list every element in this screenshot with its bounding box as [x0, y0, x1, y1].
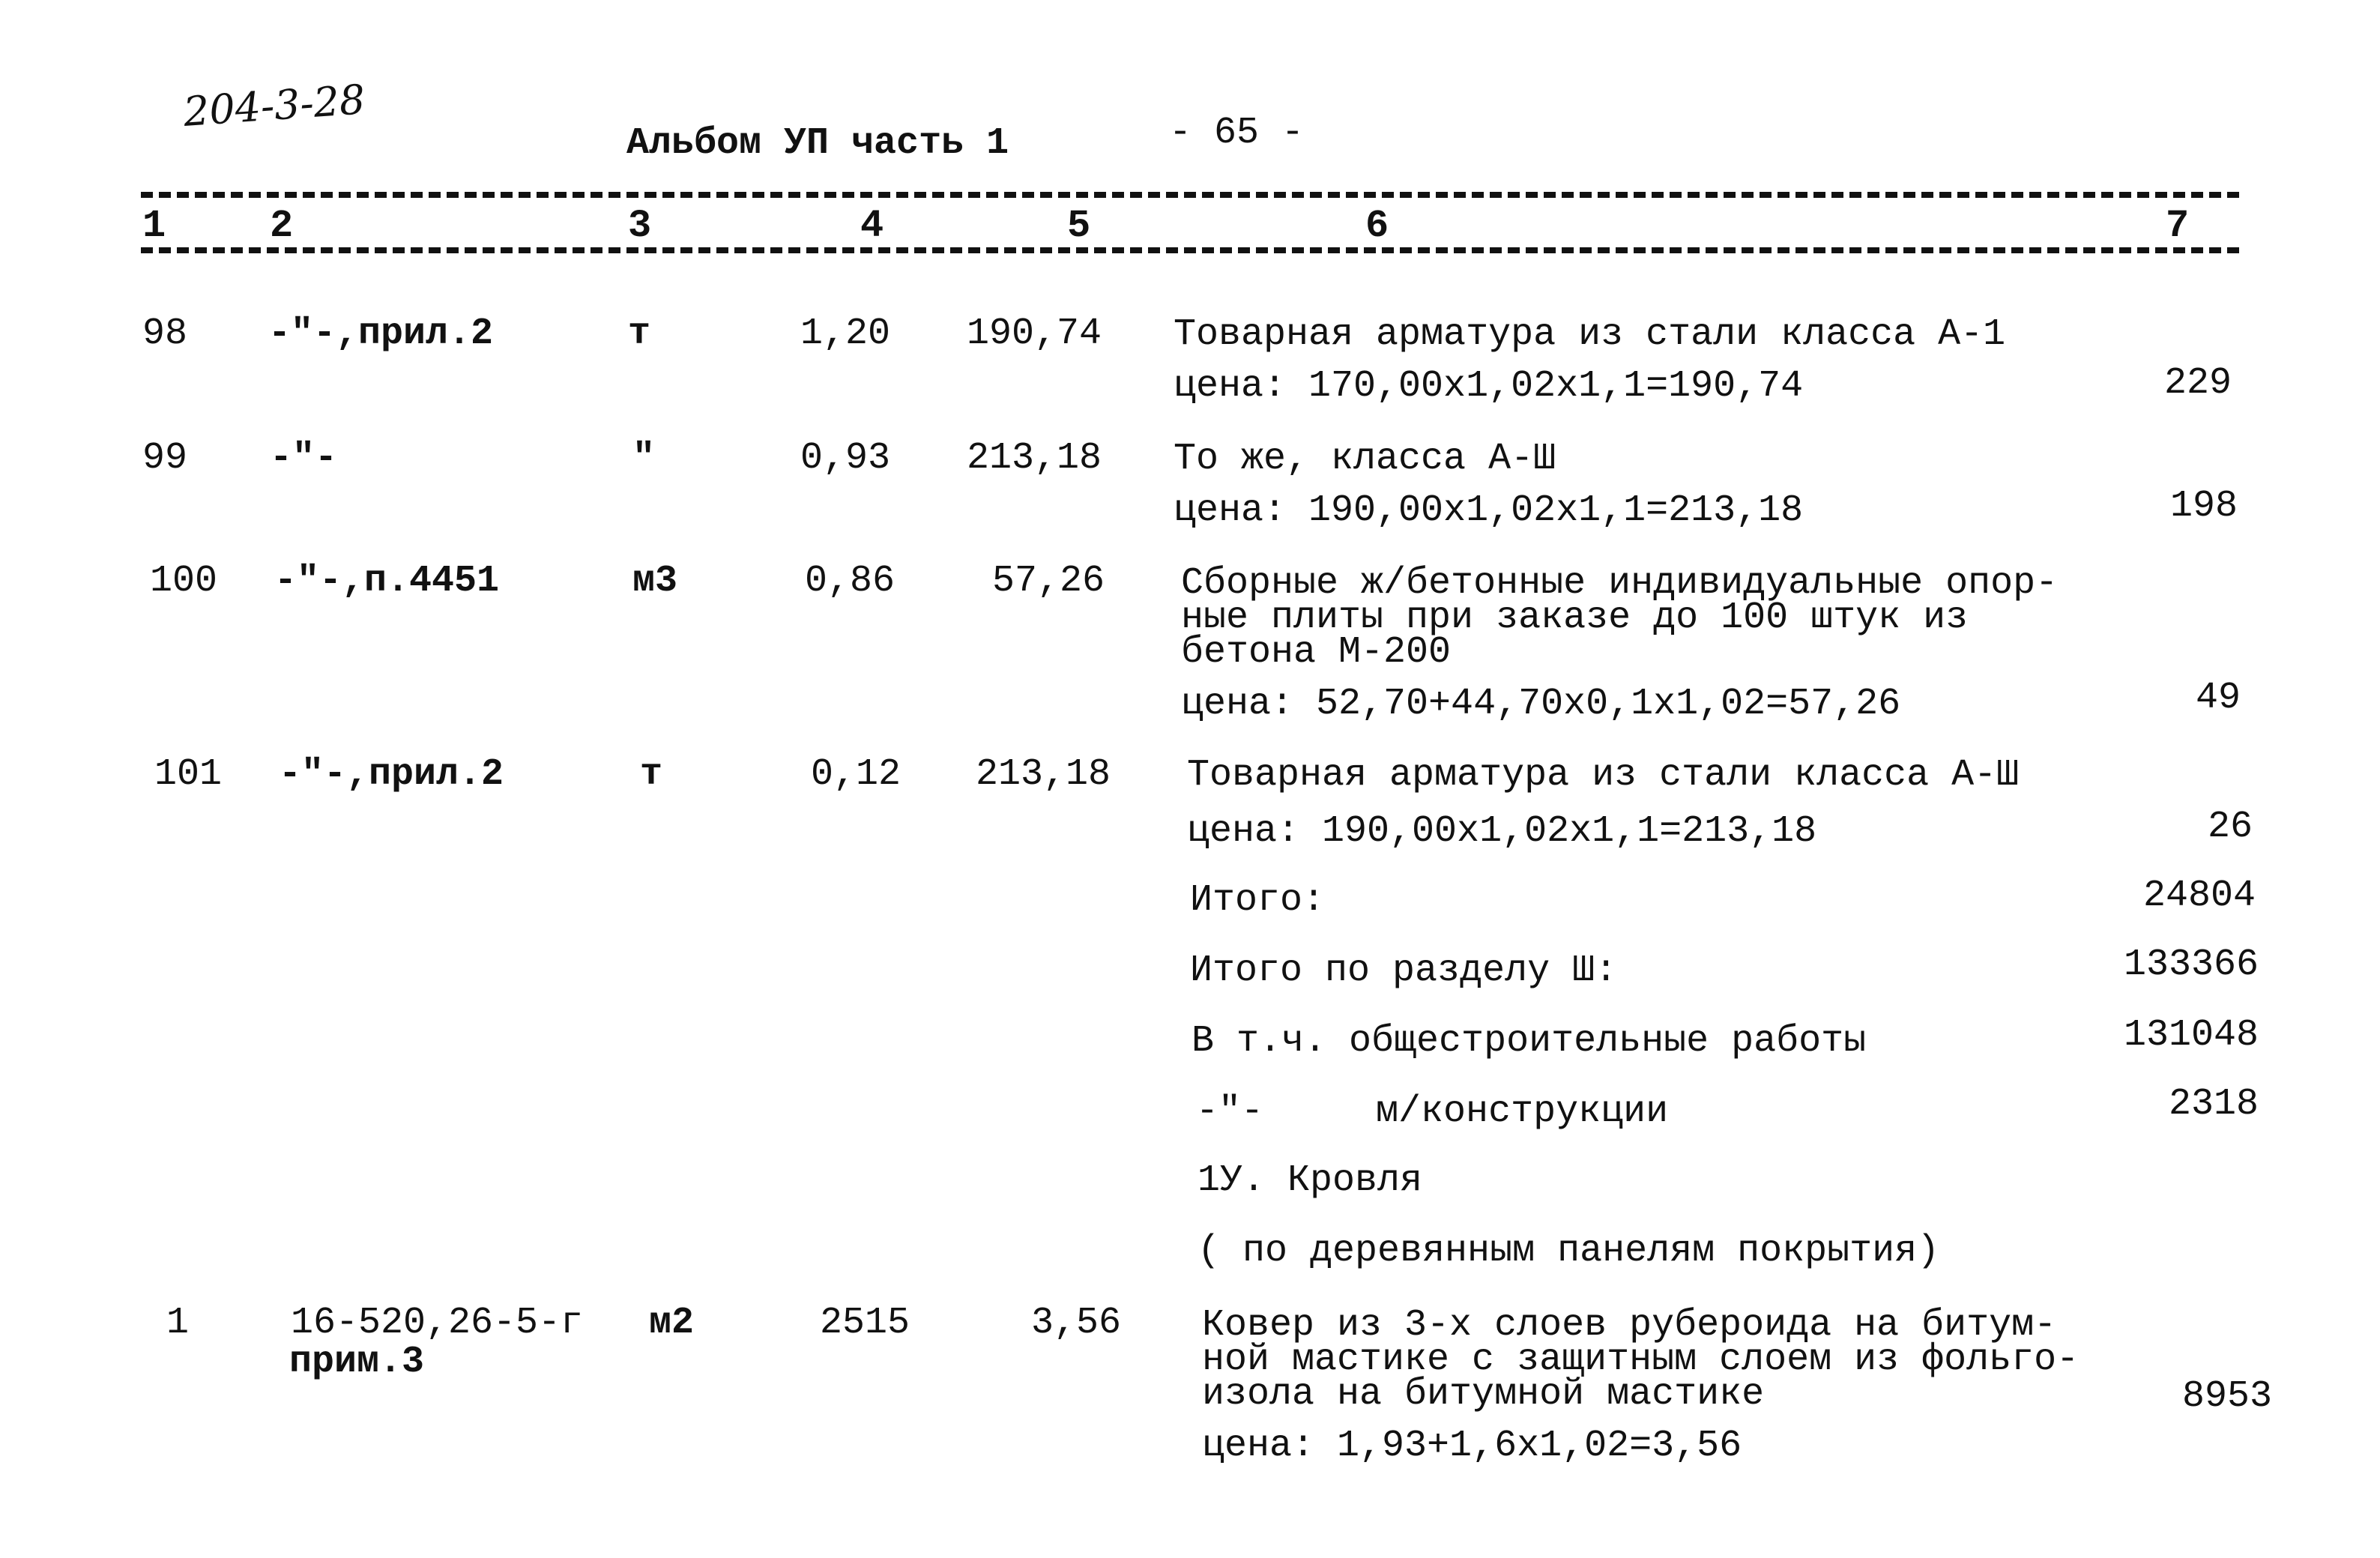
row-unit: т [640, 753, 663, 796]
section-subtitle: ( по деревянным панелям покрытия) [1197, 1230, 1940, 1272]
row-unit: м2 [649, 1302, 695, 1344]
col-header-5: 5 [1067, 204, 1091, 248]
album-title: Альбом УП часть 1 [626, 122, 1009, 165]
top-dashed-rule [141, 192, 2239, 198]
row-description: Товарная арматура из стали класса А-1 [1174, 313, 2006, 356]
row-quantity: 2515 [820, 1302, 910, 1344]
row-quantity: 1,20 [800, 312, 891, 355]
row-quantity: 0,93 [800, 437, 891, 480]
row-reference: -"- [270, 437, 338, 480]
col-header-4: 4 [860, 204, 884, 248]
row-quantity: 0,86 [805, 560, 895, 603]
col-header-2: 2 [270, 204, 294, 248]
col-header-6: 6 [1365, 204, 1389, 248]
summary-value: 131048 [2124, 1014, 2259, 1057]
row-reference: -"-,прил.2 [279, 753, 504, 796]
row-number: 98 [142, 312, 188, 355]
row-unit: т [628, 312, 651, 355]
section-title: 1У. Кровля [1197, 1159, 1423, 1202]
row-reference: -"-,прил.2 [268, 312, 494, 355]
summary-value: 2318 [2169, 1083, 2259, 1126]
row-unit-price: 213,18 [976, 753, 1111, 796]
bottom-dashed-rule [141, 247, 2239, 253]
row-number: 99 [142, 437, 188, 480]
row-number: 101 [154, 753, 223, 796]
row-description: Товарная арматура из стали класса А-Ш [1187, 754, 2020, 797]
row-unit-price: 3,56 [1031, 1302, 1122, 1344]
row-total: 8953 [2182, 1375, 2273, 1418]
row-total: 229 [2164, 362, 2232, 405]
row-number: 100 [150, 560, 218, 603]
row-price-calc: цена: 190,00х1,02х1,1=213,18 [1174, 489, 1804, 532]
row-price-calc: цена: 190,00х1,02х1,1=213,18 [1187, 810, 1817, 853]
row-unit-price: 213,18 [967, 437, 1102, 480]
row-number: 1 [166, 1302, 190, 1344]
summary-label: Итого: [1190, 879, 1326, 922]
row-description: Ковер из 3-х слоев рубероида на битум- ной мастике с защитным слоем из фольго- изола на битумной мастике [1202, 1304, 2080, 1416]
row-price-calc: цена: 170,00х1,02х1,1=190,74 [1174, 365, 1804, 408]
col-header-1: 1 [142, 204, 166, 248]
summary-label: Итого по разделу Ш: [1190, 949, 1618, 992]
page-number: - 65 - [1169, 112, 1305, 154]
row-unit-price: 190,74 [967, 312, 1102, 355]
summary-value: 133366 [2124, 943, 2259, 986]
summary-label: В т.ч. общестроительные работы [1191, 1020, 1867, 1063]
row-quantity: 0,12 [811, 753, 901, 796]
row-reference: 16-520,26-5-г [291, 1302, 584, 1344]
col-header-3: 3 [628, 204, 652, 248]
row-description: То же, класса А-Ш [1174, 438, 1556, 480]
row-total: 26 [2208, 806, 2253, 848]
row-unit-price: 57,26 [992, 560, 1105, 603]
row-unit: " [632, 437, 656, 480]
summary-label: -"- м/конструкции [1196, 1090, 1669, 1133]
handwritten-doc-code: 204-3-28 [181, 76, 367, 136]
summary-value: 24804 [2143, 875, 2256, 917]
row-reference: -"-,п.4451 [274, 560, 500, 603]
row-total: 198 [2170, 485, 2238, 528]
row-price-calc: цена: 1,93+1,6х1,02=3,56 [1202, 1425, 1742, 1467]
row-total: 49 [2196, 677, 2241, 719]
row-price-calc: цена: 52,70+44,70х0,1х1,02=57,26 [1181, 683, 1901, 725]
row-reference-note: прим.3 [289, 1341, 425, 1383]
row-unit: м3 [632, 560, 678, 603]
row-description: Сборные ж/бетонные индивидуальные опор- ные плиты при заказе до 100 штук из бетона М-200 [1181, 562, 2059, 674]
col-header-7: 7 [2166, 204, 2190, 248]
